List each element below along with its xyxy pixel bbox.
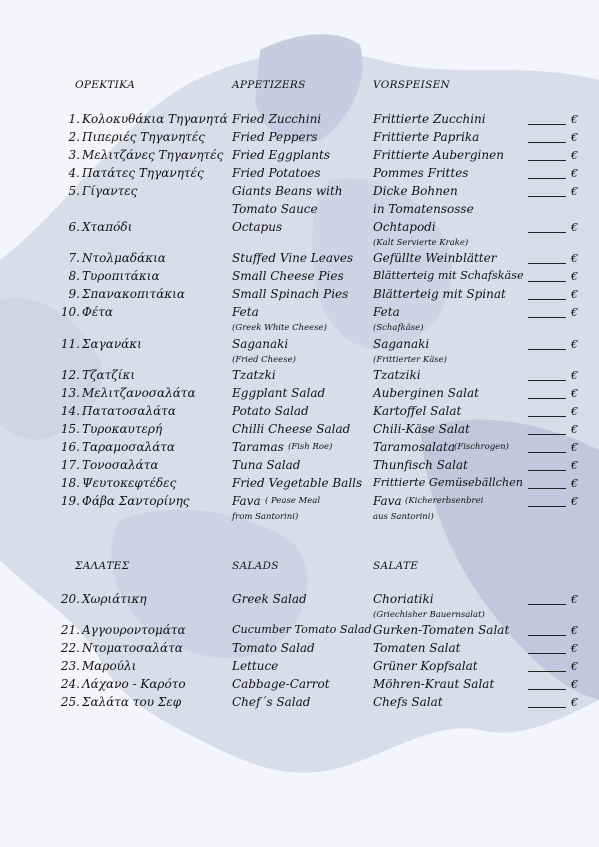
menu-item-14 <box>0 404 599 422</box>
currency-symbol: € <box>571 423 578 436</box>
item-name-english: Chef´s Salad <box>232 695 311 709</box>
currency-symbol: € <box>571 338 578 351</box>
item-name-greek: Φέτα <box>82 305 114 319</box>
currency-symbol: € <box>571 495 578 508</box>
item-name-english: Lettuce <box>232 659 279 673</box>
price-field <box>528 659 578 674</box>
menu-item-1 <box>0 112 599 130</box>
menu-item-12 <box>0 368 599 386</box>
menu-item-2 <box>0 130 599 148</box>
item-name-english: Fava <box>232 494 261 508</box>
menu-item-13 <box>0 386 599 404</box>
item-name-english: Small Cheese Pies <box>232 269 344 283</box>
menu-item-21 <box>0 623 599 641</box>
item-name-greek: Σαγανάκι <box>82 337 142 351</box>
item-name-english: Fried Eggplants <box>232 148 331 162</box>
item-name-german: Blätterteig mit Schafskäse <box>373 269 524 282</box>
price-field <box>528 458 578 473</box>
currency-symbol: € <box>571 288 578 301</box>
price-field <box>528 305 578 320</box>
price-field <box>528 592 578 607</box>
item-name-german: Möhren-Kraut Salat <box>373 677 495 691</box>
item-name-greek: Σαλάτα του Σεφ <box>82 695 182 709</box>
item-name-english: Saganaki <box>232 337 289 351</box>
currency-symbol: € <box>571 696 578 709</box>
item-name-english: Chilli Cheese Salad <box>232 422 351 436</box>
item-number: 6. <box>68 220 80 234</box>
item-number: 23. <box>60 659 80 673</box>
price-field <box>528 184 578 199</box>
item-note-german: (Fischrogen) <box>454 442 509 452</box>
menu-item-22 <box>0 641 599 659</box>
item-number: 21. <box>60 623 80 637</box>
item-number: 14. <box>60 404 80 418</box>
item-note-german: (Griechisher Bauernsalat) <box>373 610 485 620</box>
item-name-greek: Πατάτες Τηγανητές <box>82 166 204 180</box>
item-name-german: Ochtapodi <box>373 220 436 234</box>
menu-item-17 <box>0 458 599 476</box>
item-number: 1. <box>68 112 80 126</box>
item-name-german: Grüner Kopfsalat <box>373 659 478 673</box>
item-number: 22. <box>60 641 80 655</box>
item-name-english: Tzatzki <box>232 368 276 382</box>
price-field <box>528 337 578 352</box>
item-name-english: Eggplant Salad <box>232 386 326 400</box>
menu-item-5 <box>0 184 599 202</box>
price-field <box>528 368 578 383</box>
item-name-german: Dicke Bohnen <box>373 184 458 198</box>
currency-symbol: € <box>571 678 578 691</box>
currency-symbol: € <box>571 221 578 234</box>
header-salads-greek: ΣΑΛΑΤΕΣ <box>75 560 130 572</box>
item-name-german: Gefüllte Weinblätter <box>373 251 497 265</box>
item-note-english: ( Pease Meal <box>265 496 321 506</box>
item-number: 10. <box>60 305 80 319</box>
item-name-english: Tomato Salad <box>232 641 315 655</box>
menu-item-9 <box>0 287 599 305</box>
item-name-english: Small Spinach Pies <box>232 287 349 301</box>
item-number: 11. <box>60 337 80 351</box>
currency-symbol: € <box>571 593 578 606</box>
item-number: 15. <box>60 422 80 436</box>
price-field <box>528 641 578 656</box>
item-name-english: Giants Beans with <box>232 184 343 198</box>
item-number: 18. <box>60 476 80 490</box>
price-field <box>528 148 578 163</box>
price-field <box>528 166 578 181</box>
menu-item-25 <box>0 695 599 713</box>
item-note-german: (Frittierter Käse) <box>373 355 447 365</box>
item-number: 24. <box>60 677 80 691</box>
item-number: 3. <box>68 148 80 162</box>
item-name-greek: Μελιτζανοσαλάτα <box>82 386 196 400</box>
item-number: 7. <box>68 251 80 265</box>
item-number: 12. <box>60 368 80 382</box>
item-name-german: Fava <box>373 494 402 508</box>
item-name-greek: Πατατοσαλάτα <box>82 404 176 418</box>
item-name-greek: Τυροκαυτερή <box>82 422 163 436</box>
currency-symbol: € <box>571 131 578 144</box>
item-note-english: (Greek White Cheese) <box>232 323 327 333</box>
item-note-english: (Fried Cheese) <box>232 355 296 365</box>
price-field <box>528 112 578 127</box>
item-name-greek: Πιπεριές Τηγανητές <box>82 130 205 144</box>
menu-item-19-note <box>0 510 599 528</box>
item-name-english-line2: Tomato Sauce <box>232 202 318 216</box>
menu-item-16 <box>0 440 599 458</box>
item-number: 25. <box>60 695 80 709</box>
price-field <box>528 386 578 401</box>
item-number: 13. <box>60 386 80 400</box>
item-name-greek: Μελιτζάνες Τηγανητές <box>82 148 224 162</box>
item-name-greek: Ντοματοσαλάτα <box>82 641 183 655</box>
item-name-german: Gurken-Tomaten Salat <box>373 623 510 637</box>
price-field <box>528 220 578 235</box>
item-name-greek: Τζατζίκι <box>82 368 136 382</box>
item-name-german: Chili-Käse Salat <box>373 422 470 436</box>
item-note-german: (Schafkäse) <box>373 323 424 333</box>
currency-symbol: € <box>571 149 578 162</box>
menu-item-8 <box>0 269 599 287</box>
item-name-german: Frittierte Auberginen <box>373 148 504 162</box>
price-field <box>528 677 578 692</box>
item-name-english: Fried Vegetable Balls <box>232 476 363 490</box>
currency-symbol: € <box>571 113 578 126</box>
item-note-german: (Kichererbsenbrei <box>405 496 484 506</box>
item-name-greek: Τυροπιτάκια <box>82 269 160 283</box>
item-name-german: Choriatiki <box>373 592 434 606</box>
item-number: 16. <box>60 440 80 454</box>
header-salads-german: SALATE <box>373 560 419 572</box>
item-name-german: Thunfisch Salat <box>373 458 468 472</box>
price-field <box>528 404 578 419</box>
item-number: 17. <box>60 458 80 472</box>
item-name-greek: Τονοσαλάτα <box>82 458 159 472</box>
item-name-german-line2: in Tomatensosse <box>373 202 474 216</box>
item-note-german: (Kalt Servierte Krake) <box>373 238 469 248</box>
item-name-greek: Χωριάτικη <box>82 592 147 606</box>
currency-symbol: € <box>571 477 578 490</box>
price-field <box>528 623 578 638</box>
currency-symbol: € <box>571 387 578 400</box>
item-name-german: Frittierte Zucchini <box>373 112 486 126</box>
item-name-greek: Ταραμοσαλάτα <box>82 440 176 454</box>
item-name-greek: Μαρούλι <box>82 659 137 673</box>
price-field <box>528 269 578 284</box>
item-name-english: Feta <box>232 305 259 319</box>
item-number: 9. <box>68 287 80 301</box>
menu-item-5-continuation <box>0 202 599 220</box>
item-name-english: Greek Salad <box>232 592 307 606</box>
currency-symbol: € <box>571 660 578 673</box>
item-note-german-line2: aus Santorini) <box>373 512 434 522</box>
currency-symbol: € <box>571 306 578 319</box>
price-field <box>528 287 578 302</box>
item-name-english: Fried Potatoes <box>232 166 321 180</box>
item-name-english: Fried Peppers <box>232 130 318 144</box>
item-name-greek: Ντολμαδάκια <box>82 251 166 265</box>
menu-item-3 <box>0 148 599 166</box>
item-name-greek: Χταπόδι <box>82 220 133 234</box>
currency-symbol: € <box>571 459 578 472</box>
currency-symbol: € <box>571 185 578 198</box>
price-field <box>528 476 578 491</box>
item-number: 5. <box>68 184 80 198</box>
item-number: 8. <box>68 269 80 283</box>
item-name-english: Tuna Salad <box>232 458 301 472</box>
item-name-german: Blätterteig mit Spinat <box>373 287 506 301</box>
item-name-english: Octapus <box>232 220 283 234</box>
currency-symbol: € <box>571 369 578 382</box>
currency-symbol: € <box>571 441 578 454</box>
header-appetizers-german: VORSPEISEN <box>373 79 451 91</box>
menu-item-24 <box>0 677 599 695</box>
price-field <box>528 422 578 437</box>
item-name-greek: Φάβα Σαντορίνης <box>82 494 190 508</box>
item-name-greek: Ψευτοκεφτέδες <box>82 476 177 490</box>
item-note-english: (Fish Roe) <box>288 442 333 452</box>
item-number: 19. <box>60 494 80 508</box>
item-name-english: Cabbage-Carrot <box>232 677 330 691</box>
price-field <box>528 251 578 266</box>
item-name-greek: Γίγαντες <box>82 184 138 198</box>
menu-item-18 <box>0 476 599 494</box>
menu-item-23 <box>0 659 599 677</box>
item-note-english-line2: from Santorini) <box>232 512 299 522</box>
price-field <box>528 494 578 509</box>
currency-symbol: € <box>571 405 578 418</box>
menu-item-4 <box>0 166 599 184</box>
item-name-english: Fried Zucchini <box>232 112 322 126</box>
item-name-german: Saganaki <box>373 337 430 351</box>
item-name-german: Auberginen Salat <box>373 386 479 400</box>
currency-symbol: € <box>571 624 578 637</box>
item-name-german: Taramosalata <box>373 440 456 454</box>
item-name-english: Taramas <box>232 440 284 454</box>
item-name-german: Chefs Salat <box>373 695 443 709</box>
item-name-greek: Λάχανο - Καρότο <box>82 677 186 691</box>
currency-symbol: € <box>571 642 578 655</box>
item-name-german: Frittierte Paprika <box>373 130 480 144</box>
item-name-greek: Σπανακοπιτάκια <box>82 287 185 301</box>
item-name-german: Kartoffel Salat <box>373 404 462 418</box>
header-salads-english: SALADS <box>232 560 279 572</box>
item-name-greek: Αγγουροντομάτα <box>82 623 186 637</box>
item-name-english: Potato Salad <box>232 404 309 418</box>
currency-symbol: € <box>571 167 578 180</box>
currency-symbol: € <box>571 270 578 283</box>
price-field <box>528 695 578 710</box>
item-name-english: Stuffed Vine Leaves <box>232 251 354 265</box>
price-field <box>528 440 578 455</box>
item-name-greek: Κολοκυθάκια Τηγανητά <box>82 112 228 126</box>
menu-item-15 <box>0 422 599 440</box>
currency-symbol: € <box>571 252 578 265</box>
item-name-german: Pommes Frittes <box>373 166 469 180</box>
header-appetizers-english: APPETIZERS <box>232 79 306 91</box>
item-name-german: Tomaten Salat <box>373 641 461 655</box>
item-number: 20. <box>60 592 80 606</box>
item-name-german: Feta <box>373 305 400 319</box>
item-number: 4. <box>68 166 80 180</box>
price-field <box>528 130 578 145</box>
item-name-german: Tzatziki <box>373 368 421 382</box>
item-name-english: Cucumber Tomato Salad <box>232 623 372 636</box>
menu-item-7 <box>0 251 599 269</box>
header-appetizers-greek: ΟΡΕΚΤΙΚΑ <box>75 79 136 91</box>
item-number: 2. <box>68 130 80 144</box>
item-name-german: Frittierte Gemüsebällchen <box>373 476 523 489</box>
